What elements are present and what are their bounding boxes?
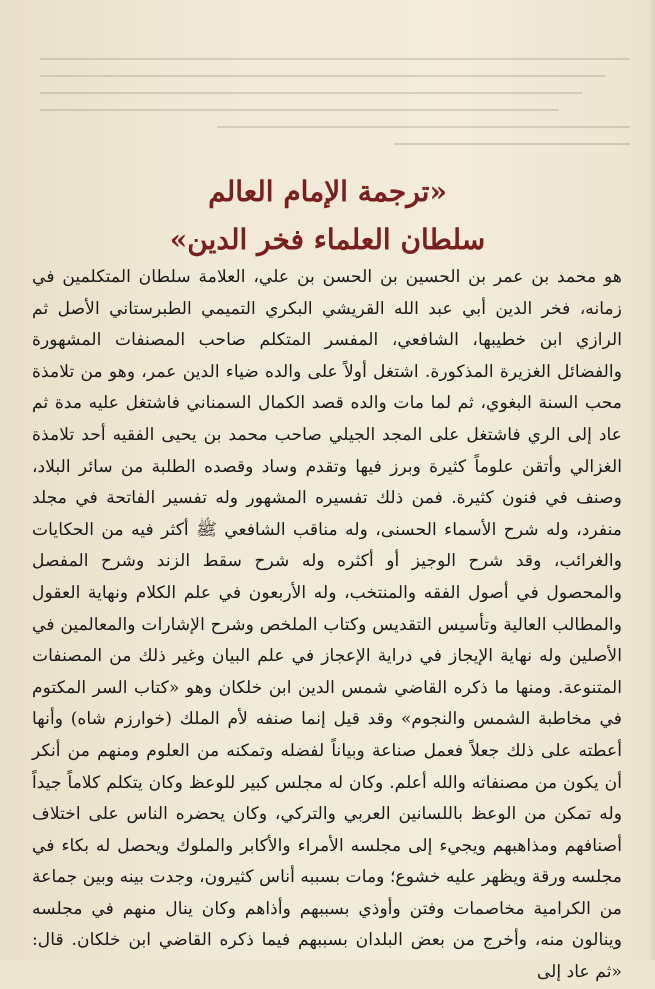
chapter-title (0, 168, 655, 264)
page-edge-shadow (649, 0, 655, 960)
title-line-1: «ترجمة الإمام العالم (208, 175, 447, 208)
body-paragraph: هو محمد بن عمر بن الحسين بن الحسن بن علي، العلامة سلطان المتكلمين في زمانه، فخر الدين أبي عبد الله القريشي البكري التميمي الطبرستاني الأصل ثم الرازي ابن خطيبها، الشافعي، المفسر المتكلم صاحب المصنفات المشهورة والفضائل الغزيرة المذكورة. اشتغل أولاً على والده ضياء الدين عمر، وهو من تلامذة محب السنة البغوي، ثم لما مات والده قصد الكمال السمناني فاشتغل عليه مدة ثم عاد إلى الري فاشتغل على المجد الجيلي صاحب محمد بن يحيى الفقيه أحد تلامذة الغزالي وأتقن علوماً كثيرة وبرز فيها وتقدم وساد وقصده الطلبة من سائر البلاد، وصنف في فنون كثيرة. فمن ذلك تفسيره المشهور وله تفسير الفاتحة في مجلد منفرد، وله شرح الأسماء الحسنى، وله مناقب الشافعي ﷺ أكثر فيه من الحكايات والغرائب، وقد شرح الوجيز أو أكثره وله شرح سقط الزند وشرح المفصل والمحصول في أصول الفقه والمنتخب، وله الأربعون في علم الكلام ونهاية العقول والمطالب العالية وتأسيس التقديس وكتاب الملخص وشرح الإشارات والمعالمين في الأصلين وله نهاية الإيجاز في دراية الإعجاز في علم البيان وغير ذلك من المصنفات المتنوعة. ومنها ما ذكره القاضي شمس الدين ابن خلكان وهو «كتاب السر المكتوم في مخاطبة الشمس والنجوم» وقد قيل إنما صنفه لأم الملك (خوارزم شاه) وأنها أعطته على ذلك جعلاً فعمل صناعة وبياناً لفضله وتمكنه من العلوم ومنهم من أنكر أن يكون من مصنفاته والله أعلم. وكان له مجلس كبير للوعظ وكان يتكلم كلاماً جيداً وله تمكن من الوعظ باللسانين العربي والتركي، وكان يحضره الناس على اختلاف أصنافهم ومذاهبهم ويجيء إلى مجلسه الأمراء والأكابر والملوك ويحصل له بكاء في مجلسه ورقة ويظهر عليه خشوع؛ ومات بسببه أناس كثيرون، وجدت بينه وبين جماعة من الكرامية مخاصمات وفتن وأوذي بسببهم وأذاهم وكان ينال منهم في مجلسه وينالون منه، وأخرج من بعض البلدان بسببهم فيما ذكره القاضي ابن خلكان. قال: «ثم عاد إلى (32, 267, 622, 983)
title-line-2: سلطان العلماء فخر الدين» (169, 223, 486, 256)
body-text (32, 262, 622, 989)
